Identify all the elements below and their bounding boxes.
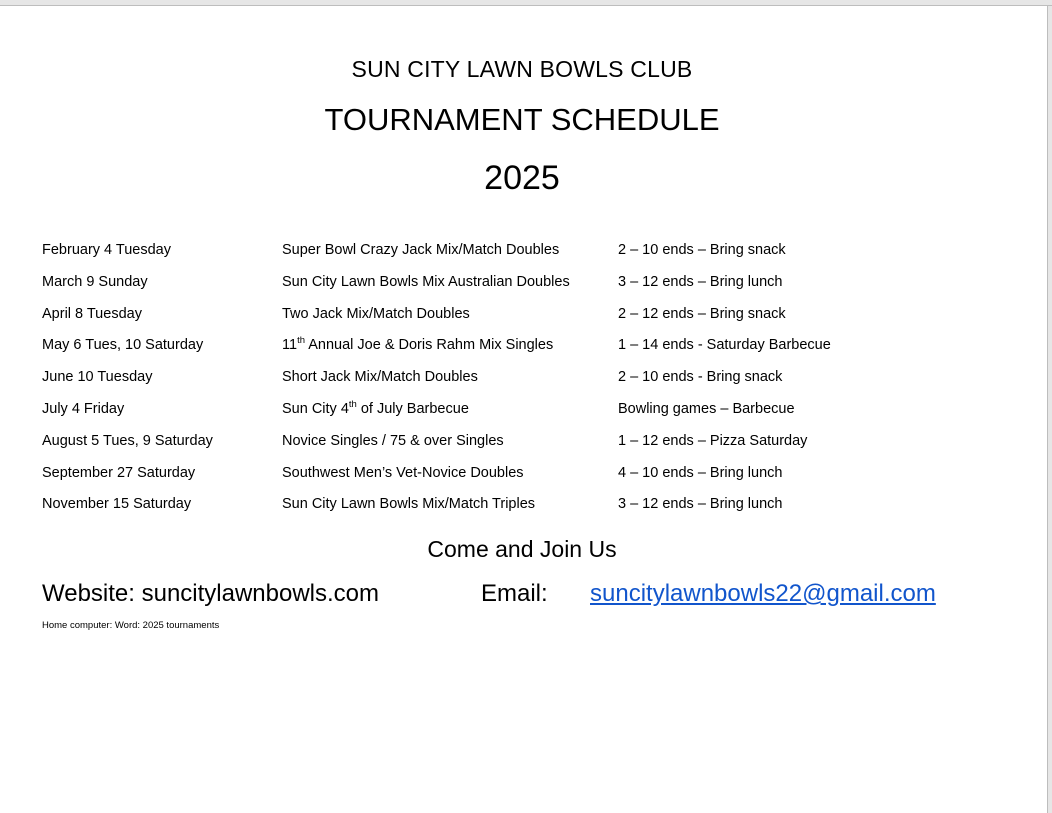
table-row — [42, 274, 1002, 306]
table-row — [42, 369, 1002, 401]
table-row — [42, 306, 1002, 338]
event-date: July 4 Friday — [42, 400, 125, 417]
event-note: Bowling games – Barbecue — [618, 400, 795, 417]
event-name: Two Jack Mix/Match Doubles — [282, 305, 470, 322]
email-label: Email: — [481, 580, 548, 607]
table-row — [42, 433, 1002, 465]
event-name: Novice Singles / 75 & over Singles — [282, 432, 504, 449]
document-page — [0, 6, 1047, 813]
event-date: April 8 Tuesday — [42, 305, 142, 322]
join-us-heading: Come and Join Us — [427, 536, 617, 562]
event-name: Sun City Lawn Bowls Mix/Match Triples — [282, 496, 536, 513]
schedule-table — [42, 242, 1002, 528]
event-name: Sun City 4th of July Barbecue — [282, 398, 469, 417]
event-date: May 6 Tues, 10 Saturday — [42, 337, 204, 354]
event-note: 3 – 12 ends – Bring lunch — [618, 496, 783, 513]
website-text: Website: suncitylawnbowls.com — [42, 580, 380, 607]
event-name: Short Jack Mix/Match Doubles — [282, 369, 478, 386]
event-name: 11th Annual Joe & Doris Rahm Mix Singles — [282, 335, 554, 354]
event-name: Super Bowl Crazy Jack Mix/Match Doubles — [282, 242, 560, 258]
event-note: 1 – 14 ends - Saturday Barbecue — [618, 337, 831, 354]
table-row — [42, 242, 1002, 274]
email-link[interactable]: suncitylawnbowls22@gmail.com — [590, 580, 936, 607]
event-note: 2 – 10 ends – Bring snack — [618, 242, 786, 258]
event-note: 2 – 12 ends – Bring snack — [618, 305, 786, 322]
event-date: November 15 Saturday — [42, 496, 192, 513]
event-name: Sun City Lawn Bowls Mix Australian Doubles — [282, 273, 570, 290]
table-row — [42, 496, 1002, 528]
event-date: February 4 Tuesday — [42, 242, 171, 258]
event-note: 1 – 12 ends – Pizza Saturday — [618, 432, 808, 449]
event-date: June 10 Tuesday — [42, 369, 153, 386]
event-date: March 9 Sunday — [42, 273, 148, 290]
event-note: 3 – 12 ends – Bring lunch — [618, 273, 783, 290]
table-row — [42, 337, 1002, 369]
event-note: 2 – 10 ends - Bring snack — [618, 369, 783, 386]
schedule-title: TOURNAMENT SCHEDULE — [324, 102, 720, 137]
event-date: August 5 Tues, 9 Saturday — [42, 432, 213, 449]
club-title: SUN CITY LAWN BOWLS CLUB — [351, 56, 693, 82]
table-row — [42, 398, 1002, 433]
table-row — [42, 465, 1002, 497]
event-note: 4 – 10 ends – Bring lunch — [618, 464, 783, 481]
event-date: September 27 Saturday — [42, 464, 196, 481]
schedule-year: 2025 — [484, 159, 560, 197]
footer-note: Home computer: Word: 2025 tournaments — [42, 620, 220, 631]
vertical-scrollbar[interactable] — [1047, 6, 1052, 813]
event-name: Southwest Men’s Vet-Novice Doubles — [282, 464, 524, 481]
